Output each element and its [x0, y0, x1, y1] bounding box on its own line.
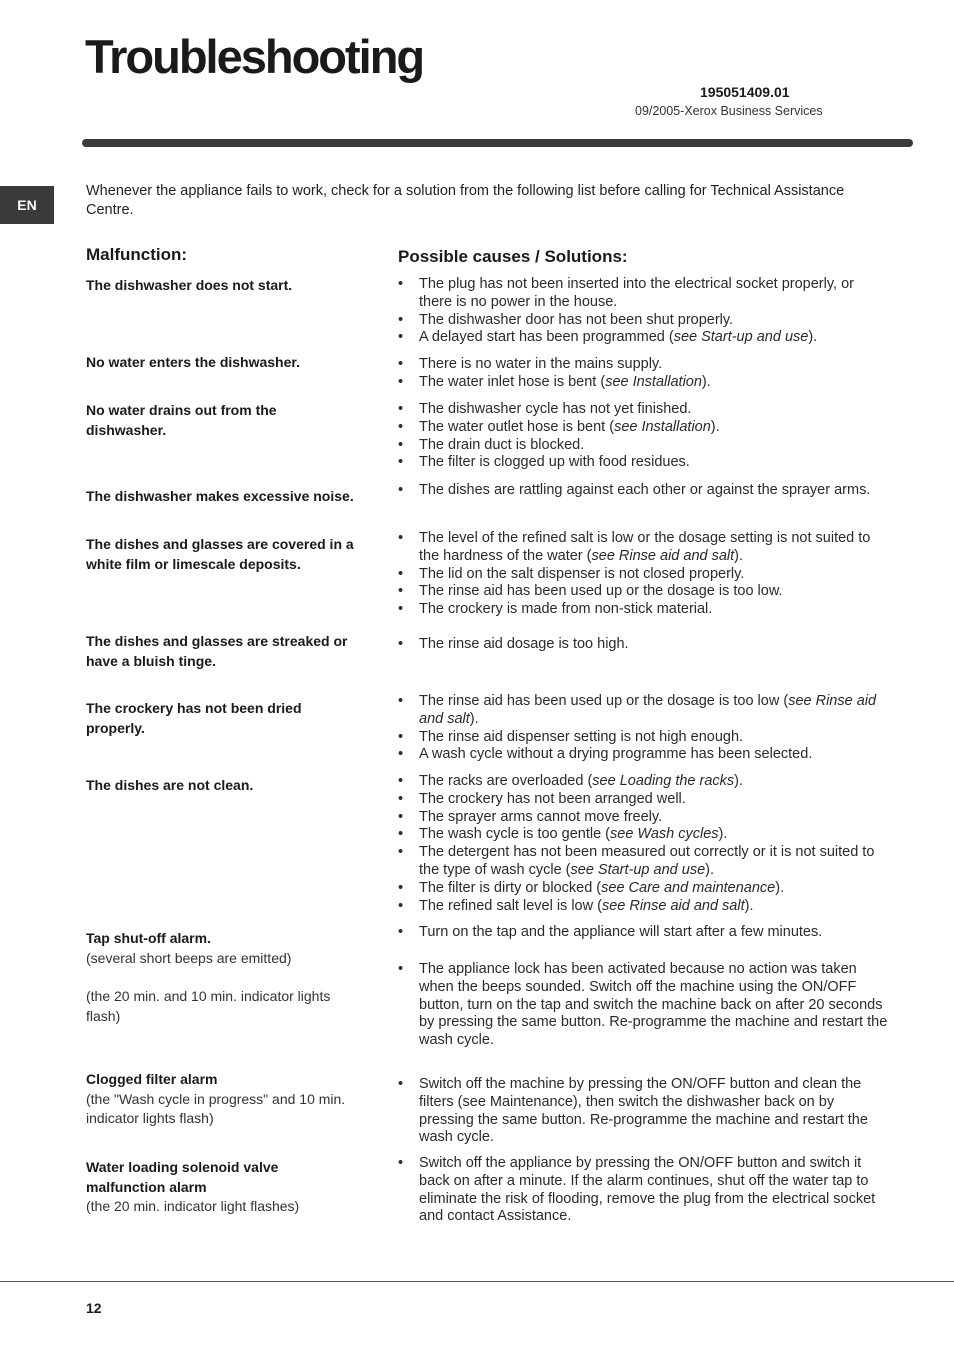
causes-heading: Possible causes / Solutions:: [398, 247, 628, 266]
document-date: 09/2005-Xerox Business Services: [635, 104, 823, 118]
causes-list: [398, 961, 888, 1050]
malfunction-heading: Malfunction:: [86, 245, 188, 264]
document-number: 195051409.01: [700, 84, 790, 100]
malfunction-title: The crockery has not been dried properly.: [86, 700, 302, 736]
cause-item: • The detergent has not been measured out correctly or it is not suited to the type of wash cycle (see Start-up and use).: [398, 844, 888, 880]
cause-item: • The lid on the salt dispenser is not closed properly.: [398, 566, 888, 584]
spacer: [86, 968, 356, 987]
malfunction-cell: [86, 776, 356, 796]
causes-list: [398, 773, 888, 915]
causes-list: [398, 693, 888, 764]
intro-paragraph: Whenever the appliance fails to work, check for a solution from the following list before calling for Technical Assistance Centre.: [86, 183, 845, 218]
malfunction-title: The dishes are not clean.: [86, 777, 254, 793]
malfunction-title: The dishes and glasses are streaked or have a bluish tinge.: [86, 633, 348, 669]
cross-reference: see Loading the racks: [592, 773, 735, 789]
cause-item: • The rinse aid dispenser setting is not high enough.: [398, 729, 888, 747]
malfunction-cell: [86, 535, 356, 574]
malfunction-cell: [86, 632, 356, 671]
cause-item: • The filter is clogged up with food residues.: [398, 454, 888, 472]
cause-item: • The refined salt level is low (see Rinse aid and salt).: [398, 898, 888, 916]
cause-item: • Switch off the appliance by pressing the ON/OFF button and switch it back on after a minute. If the alarm continues, shut off the water tap to eliminate the risk of flooding, remove the plug from the electrical socket and contact Assistance.: [398, 1155, 888, 1226]
cross-reference: see Rinse aid and salt: [419, 693, 877, 727]
cause-item: • The crockery has not been arranged well.: [398, 791, 888, 809]
malfunction-cell: [86, 487, 356, 507]
causes-list: [398, 356, 888, 392]
cause-item: • A delayed start has been programmed (see Start-up and use).: [398, 329, 888, 347]
page-number: 12: [86, 1300, 102, 1316]
malfunction-title: The dishwasher does not start.: [86, 277, 293, 293]
malfunction-title: Clogged filter alarm: [86, 1071, 218, 1087]
malfunction-cell: [86, 353, 356, 373]
cause-item: • Turn on the tap and the appliance will start after a few minutes.: [398, 924, 888, 942]
cross-reference: see Care and maintenance: [601, 879, 776, 896]
causes-list: [398, 1076, 888, 1147]
cause-item: • The rinse aid has been used up or the dosage is too low (see Rinse aid and salt).: [398, 693, 888, 729]
cross-reference: see Start-up and use: [673, 329, 809, 346]
causes-list: [398, 1155, 888, 1226]
causes-list: [398, 636, 888, 654]
cross-reference: see Installation: [605, 373, 702, 390]
malfunction-note: (the 20 min. and 10 min. indicator lights flash): [86, 988, 331, 1024]
malfunction-title: No water drains out from the dishwasher.: [86, 402, 277, 438]
cause-item: • The level of the refined salt is low or the dosage setting is not suited to the hardness of the water (see Rinse aid and salt).: [398, 530, 888, 566]
cross-reference: see Rinse aid and salt: [601, 897, 745, 914]
cause-item: • The dishes are rattling against each other or against the sprayer arms.: [398, 482, 888, 500]
cause-item: • The water outlet hose is bent (see Installation).: [398, 419, 888, 437]
header-divider-bar: [82, 139, 913, 147]
cause-item: • Switch off the machine by pressing the ON/OFF button and clean the filters (see Maintenance), then switch the dishwasher back on by pressing the same button. Re-programme the machine and restart the wash cycle.: [398, 1076, 888, 1147]
cause-item: • The appliance lock has been activated because no action was taken when the beeps sounded. Switch off the machine using the ON/OFF button, turn on the tap and switch the machine back on after 20 seconds by pressing the same button. Re-programme the machine and restart the wash cycle.: [398, 961, 888, 1050]
cause-item: • The racks are overloaded (see Loading the racks).: [398, 773, 888, 791]
malfunction-cell: [86, 1070, 356, 1129]
malfunction-note: (several short beeps are emitted): [86, 949, 292, 966]
cause-item: • The wash cycle is too gentle (see Wash cycles).: [398, 826, 888, 844]
cause-item: • The rinse aid dosage is too high.: [398, 636, 888, 654]
cross-reference: see Rinse aid and salt: [591, 547, 735, 564]
cause-item: • The sprayer arms cannot move freely.: [398, 809, 888, 827]
malfunction-cell: [86, 929, 356, 1026]
footer-rule: [0, 1281, 954, 1282]
malfunction-cell: [86, 276, 356, 296]
malfunction-cell: [86, 1158, 356, 1217]
causes-list: [398, 401, 888, 472]
cause-item: • There is no water in the mains supply.: [398, 356, 888, 374]
language-tab: EN: [0, 186, 54, 224]
malfunction-note: (the "Wash cycle in progress" and 10 min. indicator lights flash): [86, 1090, 346, 1126]
malfunction-cell: [86, 699, 356, 738]
causes-list: [398, 482, 888, 500]
cross-reference: see Installation: [614, 418, 711, 435]
page-title: Troubleshooting: [85, 30, 424, 83]
causes-list: [398, 276, 888, 347]
cross-reference: see Wash cycles: [610, 826, 719, 843]
causes-list: [398, 530, 888, 619]
cause-item: • The plug has not been inserted into the electrical socket properly, or there is no power in the house.: [398, 276, 888, 312]
cause-item: • The rinse aid has been used up or the dosage is too low.: [398, 583, 888, 601]
malfunction-title: Tap shut-off alarm.: [86, 930, 211, 946]
malfunction-note: (the 20 min. indicator light flashes): [86, 1198, 300, 1214]
cause-item: • The filter is dirty or blocked (see Care and maintenance).: [398, 880, 888, 898]
cross-reference: see Start-up and use: [570, 861, 706, 878]
malfunction-title: No water enters the dishwasher.: [86, 354, 300, 370]
cause-item: • The drain duct is blocked.: [398, 437, 888, 455]
malfunction-title: The dishwasher makes excessive noise.: [86, 488, 354, 504]
causes-list: [398, 924, 888, 942]
cause-item: • A wash cycle without a drying programme has been selected.: [398, 746, 888, 764]
cause-item: • The water inlet hose is bent (see Installation).: [398, 374, 888, 392]
cause-item: • The dishwasher door has not been shut properly.: [398, 312, 888, 330]
cause-item: • The dishwasher cycle has not yet finished.: [398, 401, 888, 419]
malfunction-title: Water loading solenoid valve malfunction alarm: [86, 1159, 279, 1195]
cause-item: • The crockery is made from non-stick material.: [398, 601, 888, 619]
malfunction-title: The dishes and glasses are covered in a white film or limescale deposits.: [86, 536, 354, 572]
malfunction-cell: [86, 401, 356, 440]
